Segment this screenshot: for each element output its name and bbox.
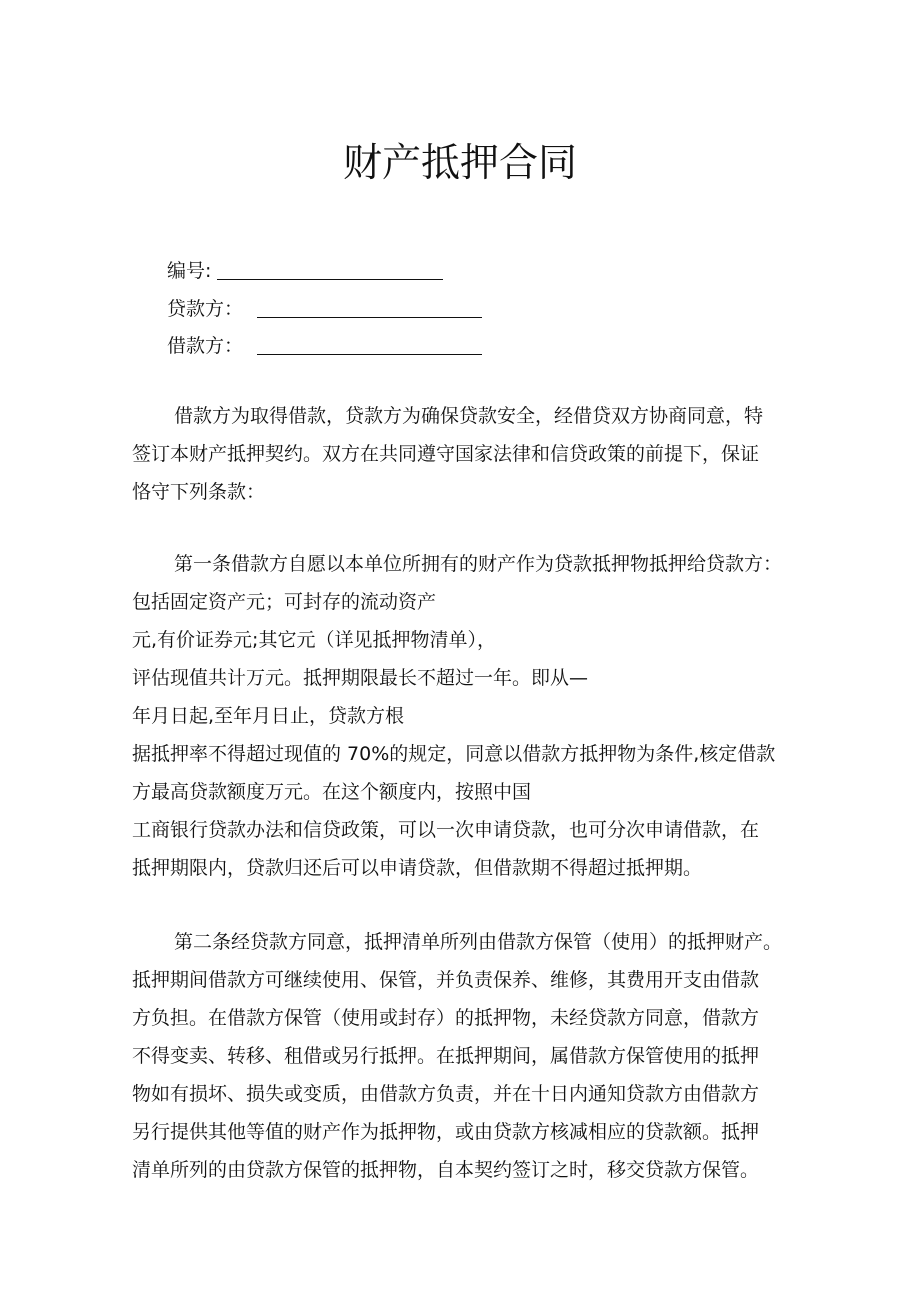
paragraph-line: 抵押期间借款方可继续使用、保管，并负责保养、维修，其费用开支由借款	[132, 969, 760, 991]
paragraph-line: 第一条借款方自愿以本单位所拥有的财产作为贷款抵押物抵押给贷款方：	[174, 553, 783, 575]
paragraph-line: 元,有价证券元;其它元（详见抵押物清单），	[132, 629, 496, 651]
contract-number-label: 编号:	[167, 260, 212, 282]
paragraph-line: 另行提供其他等值的财产作为抵押物，或由贷款方核减相应的贷款额。抵押	[132, 1121, 760, 1143]
lender-blank[interactable]	[257, 317, 482, 318]
article-2-paragraph	[132, 923, 832, 1189]
paragraph-line: 包括固定资产元；可封存的流动资产	[132, 591, 437, 613]
contract-number-blank[interactable]	[217, 279, 443, 280]
borrower-blank[interactable]	[257, 354, 482, 355]
paragraph-line: 清单所列的由贷款方保管的抵押物，自本契约签订之时，移交贷款方保管。	[132, 1159, 760, 1181]
paragraph-line: 工商银行贷款办法和信贷政策，可以一次申请贷款，也可分次申请借款，在	[132, 819, 760, 841]
paragraph-line: 抵押期限内，贷款归还后可以申请贷款，但借款期不得超过抵押期。	[132, 857, 703, 879]
paragraph-line: 恪守下列条款：	[132, 481, 266, 503]
article-1-paragraph	[132, 545, 832, 887]
borrower-label: 借款方：	[167, 335, 244, 357]
paragraph-line: 方负担。在借款方保管（使用或封存）的抵押物，未经贷款方同意，借款方	[132, 1007, 760, 1029]
paragraph-line: 评估现值共计万元。抵押期限最长不超过一年。即从—	[132, 667, 589, 689]
paragraph-line: 据抵押率不得超过现值的 70%的规定，同意以借款方抵押物为条件,核定借款	[132, 743, 776, 765]
paragraph-line: 借款方为取得借款，贷款方为确保贷款安全，经借贷双方协商同意，特	[174, 405, 764, 427]
intro-paragraph	[132, 397, 832, 511]
paragraph-line: 签订本财产抵押契约。双方在共同遵守国家法律和信贷政策的前提下，保证	[132, 443, 760, 465]
contract-number-field	[167, 256, 211, 286]
borrower-field	[167, 331, 243, 361]
paragraph-line: 物如有损坏、损失或变质，由借款方负责，并在十日内通知贷款方由借款方	[132, 1083, 760, 1105]
paragraph-line: 年月日起,至年月日止，贷款方根	[132, 705, 405, 727]
document-title: 财产抵押合同	[342, 141, 577, 186]
paragraph-line: 方最高贷款额度万元。在这个额度内，按照中国	[132, 781, 532, 803]
paragraph-line: 不得变卖、转移、租借或另行抵押。在抵押期间，属借款方保管使用的抵押	[132, 1045, 760, 1067]
lender-field	[167, 294, 243, 324]
lender-label: 贷款方：	[167, 298, 244, 320]
paragraph-line: 第二条经贷款方同意，抵押清单所列由借款方保管（使用）的抵押财产。	[174, 931, 783, 953]
